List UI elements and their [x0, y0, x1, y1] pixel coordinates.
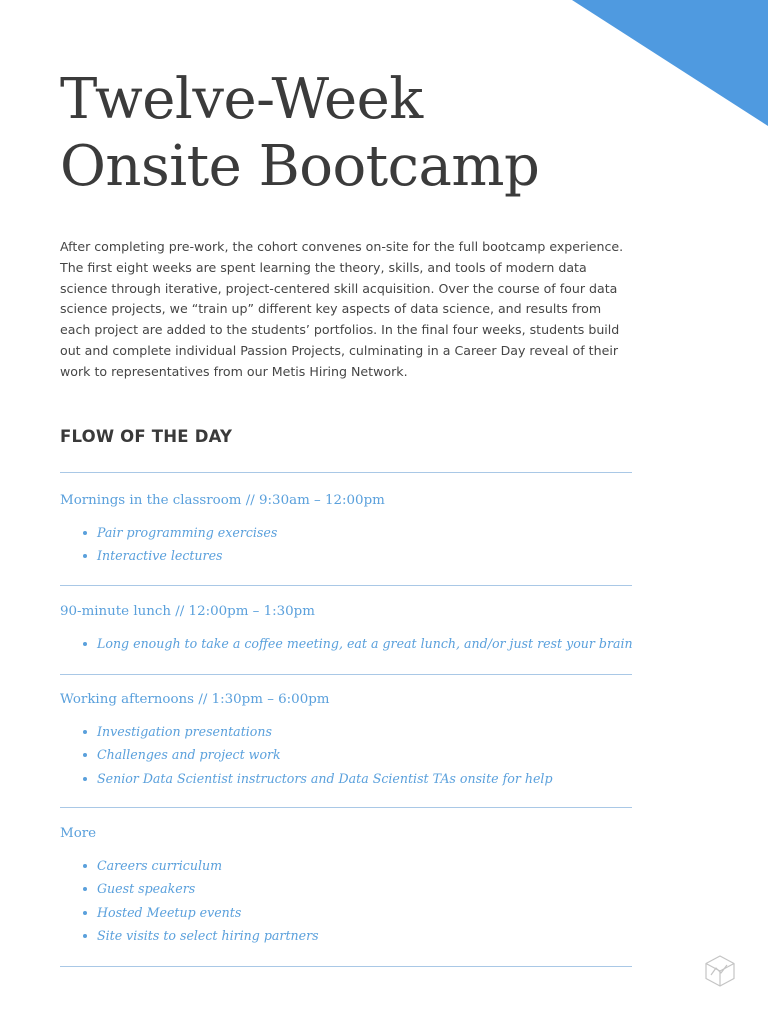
list-item-text: Careers curriculum [97, 858, 223, 873]
divider-rule [60, 674, 632, 675]
schedule-list-lunch [60, 632, 633, 655]
page-title [60, 66, 539, 200]
page-title-line-2: Onsite Bootcamp [60, 134, 540, 199]
schedule-block-title-mornings: Mornings in the classroom // 9:30am – 12:00pm [60, 493, 385, 508]
list-item [60, 521, 277, 544]
list-item [60, 854, 319, 877]
list-item [60, 743, 553, 766]
bullet-icon [83, 642, 87, 646]
schedule-list-more [60, 854, 319, 948]
list-item [60, 877, 319, 900]
list-item [60, 901, 319, 924]
list-item-text: Site visits to select hiring partners [97, 928, 319, 944]
divider-rule [60, 966, 632, 967]
list-item [60, 632, 633, 655]
intro-paragraph: After completing pre-work, the cohort convenes on-site for the full bootcamp experience. The first eight weeks are spent learning the theory, skills, and tools of modern data science through iterative, project-centered skill acquisition. Over the course of four data science projects, we “train up” different key aspects of data science, and results from each project are added to the students’ portfolios. In the final four weeks, students build out and complete individual Passion Projects, culminating in a Career Day reveal of their work to representatives from our Metis Hiring Network. [60, 239, 624, 379]
bullet-icon [83, 887, 87, 891]
list-item [60, 924, 319, 947]
divider-rule [60, 585, 632, 586]
metis-logo-icon [704, 954, 736, 988]
flow-of-the-day-heading: FLOW OF THE DAY [60, 427, 233, 446]
bullet-icon [83, 531, 87, 535]
schedule-block-title-lunch: 90-minute lunch // 12:00pm – 1:30pm [60, 604, 315, 619]
list-item-text: Pair programming exercises [97, 525, 278, 540]
schedule-block-title-afternoons: Working afternoons // 1:30pm – 6:00pm [60, 692, 330, 707]
bullet-icon [83, 934, 87, 938]
list-item [60, 767, 553, 790]
divider-rule [60, 472, 632, 473]
bullet-icon [83, 753, 87, 757]
schedule-list-mornings [60, 521, 277, 568]
list-item-text: Senior Data Scientist instructors and Data Scientist TAs onsite for help [97, 770, 553, 786]
list-item-text: Long enough to take a coffee meeting, eat a great lunch, and/or just rest your brain [97, 636, 633, 651]
list-item [60, 720, 553, 743]
list-item-text: Challenges and project work [97, 747, 281, 763]
bullet-icon [83, 777, 87, 781]
corner-triangle-decoration [572, 0, 768, 126]
list-item-text: Investigation presentations [97, 724, 272, 739]
divider-rule [60, 807, 632, 808]
bullet-icon [83, 911, 87, 915]
bullet-icon [83, 554, 87, 558]
list-item-text: Guest speakers [97, 881, 196, 897]
page-title-line-1: Twelve-Week [60, 67, 423, 132]
bullet-icon [83, 864, 87, 868]
list-item [60, 544, 277, 567]
bullet-icon [83, 730, 87, 734]
schedule-block-title-more: More [60, 826, 97, 841]
list-item-text: Interactive lectures [97, 548, 223, 564]
schedule-list-afternoons [60, 720, 553, 790]
list-item-text: Hosted Meetup events [97, 904, 242, 920]
